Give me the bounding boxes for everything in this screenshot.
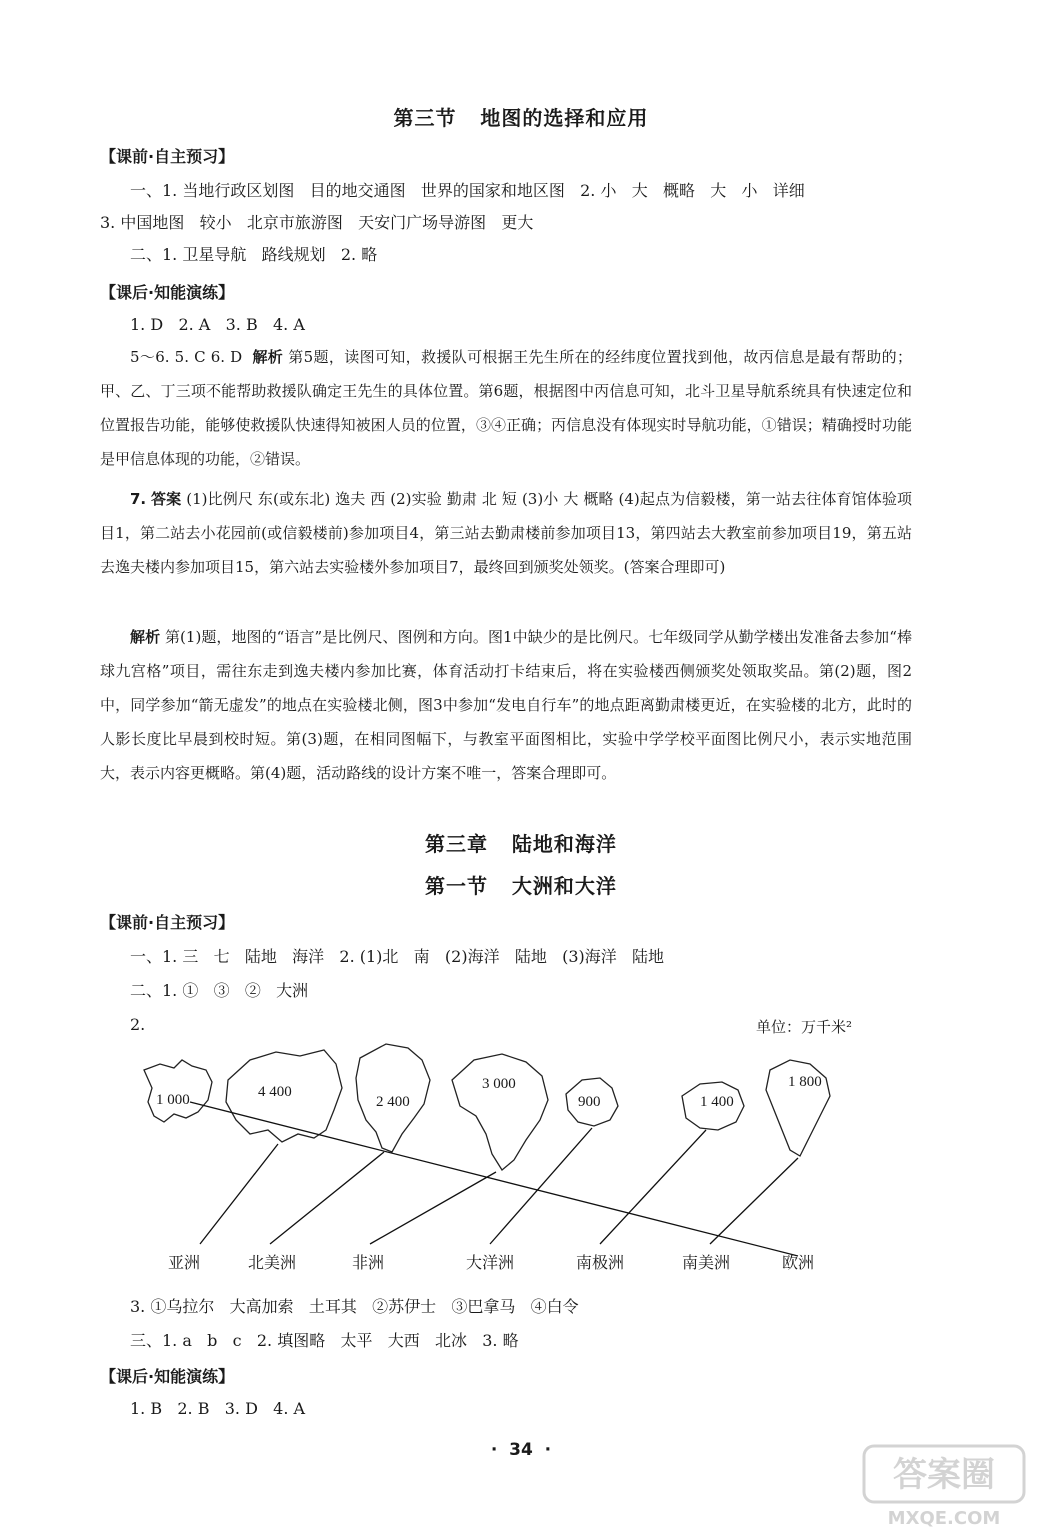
answer-line: 1. D 2. A 3. B 4. A [130,315,305,334]
continent-label: 非洲 [352,1253,385,1272]
continent-label: 南极洲 [576,1253,625,1272]
section-title: 第一节 大洲和大洋 [425,874,617,898]
south-america-area-value: 1 800 [788,1074,822,1090]
continent-label: 亚洲 [168,1253,201,1272]
europe-area-value: 1 000 [156,1092,190,1108]
continent-label: 南美洲 [682,1253,731,1272]
north-america-area-value: 2 400 [376,1094,410,1110]
answer-line: 二、1. 卫星导航 路线规划 2. 略 [130,245,378,264]
svg-text:MXQE.COM: MXQE.COM [887,1508,1001,1529]
chapter-title: 第三章 陆地和海洋 [425,832,617,856]
analysis-text: 第5题，读图可知，救援队可根据王先生所在的经纬度位置找到他，故丙信息是最有帮助的；甲、乙、丁三项不能帮助救援队确定王先生的具体位置。第6题，根据图中丙信息可知，北斗卫星导航系统具有快速定位和位置报告功能，能够使救援队快速得知被困人员的位置，③④正确；丙信息没有体现实时导航功能，①错误；精确授时功能是甲信息体现的功能，②错误。 [100,348,912,468]
continent-label: 大洋洲 [466,1253,515,1272]
africa-outline [452,1054,548,1170]
post-class-header: 【课后·知能演练】 [100,283,235,302]
europe-outline [144,1060,212,1122]
watermark-logo [860,1440,1030,1530]
africa-area-value: 3 000 [482,1076,516,1092]
page-number: · 34 · [490,1440,552,1460]
question-label: 5～6. 5. C 6. D [130,348,243,366]
connector-line [270,1152,384,1244]
continent-label: 欧洲 [782,1253,815,1272]
continent-matching-figure [130,1018,853,1290]
answer-line: 一、1. 三 七 陆地 海洋 2. (1)北 南 (2)海洋 陆地 (3)海洋 陆地 [130,947,665,966]
svg-text:答案圈: 答案圈 [893,1455,995,1495]
answer-paragraph [100,482,912,584]
post-class-header: 【课后·知能演练】 [100,1367,235,1386]
answer-line: 三、1. a b c 2. 填图略 太平 大西 北冰 3. 略 [130,1331,519,1350]
continent-label: 北美洲 [248,1253,297,1272]
connector-line [600,1130,706,1244]
analysis-label: 解析 [130,628,161,646]
connector-line [490,1128,592,1244]
answer-text: (1)比例尺 东(或东北) 逸夫 西 (2)实验 勤肃 北 短 (3)小 大 概略 (4)起点为信毅楼，第一站去往体育馆体验项目1，第二站去小花园前(或信毅楼前)参加项目4，第三站去勤肃楼前参加项目13，第四站去大教室前参加项目19，第五站去逸夫楼内参加项目15，第六站去实验楼外参加项目7，最终回到颁奖处领奖。(答案合理即可) [100,490,912,576]
answer-line: 3. ①乌拉尔 大高加索 土耳其 ②苏伊士 ③巴拿马 ④白令 [130,1297,579,1316]
section-title: 第三节 地图的选择和应用 [393,106,649,130]
question-label: 7. [130,490,147,508]
explanation-paragraph [100,340,912,476]
map-unit-label: 单位：万千米² [756,1018,853,1036]
answer-line: 3. 中国地图 较小 北京市旅游图 天安门广场导游图 更大 [100,213,534,232]
answer-label: 答案 [151,490,182,508]
answer-line: 一、1. 当地行政区划图 目的地交通图 世界的国家和地区图 2. 小 大 概略 大 小 详细 [130,181,805,200]
oceania-area-value: 900 [578,1094,601,1110]
connector-line [370,1172,496,1244]
antarctica-area-value: 1 400 [700,1094,734,1110]
asia-area-value: 4 400 [258,1084,292,1100]
analysis-label: 解析 [252,348,284,366]
pre-class-header: 【课前·自主预习】 [100,913,235,932]
answer-line: 二、1. ① ③ ② 大洲 [130,981,309,1000]
answer-line: 1. B 2. B 3. D 4. A [130,1399,306,1418]
connector-line [190,1102,798,1256]
explanation-paragraph [100,620,912,790]
connector-line [200,1144,278,1244]
pre-class-header: 【课前·自主预习】 [100,147,235,166]
connector-line [710,1158,798,1244]
analysis-text: 第(1)题，地图的“语言”是比例尺、图例和方向。图1中缺少的是比例尺。七年级同学从勤学楼出发准备去参加“棒球九宫格”项目，需往东走到逸夫楼内参加比赛，体育活动打卡结束后，将在实验楼西侧颁奖处领取奖品。第(2)题，图2中，同学参加“箭无虚发”的地点在实验楼北侧，图3中参加“发电自行车”的地点距离勤肃楼更近，在实验楼的北方，此时的人影长度比早晨到校时短。第(3)题，在相同图幅下，与教室平面图相比，实验中学学校平面图比例尺小，表示实地范围大，表示内容更概略。第(4)题，活动路线的设计方案不唯一，答案合理即可。 [100,628,912,782]
answer-line: 2. [130,1015,146,1034]
